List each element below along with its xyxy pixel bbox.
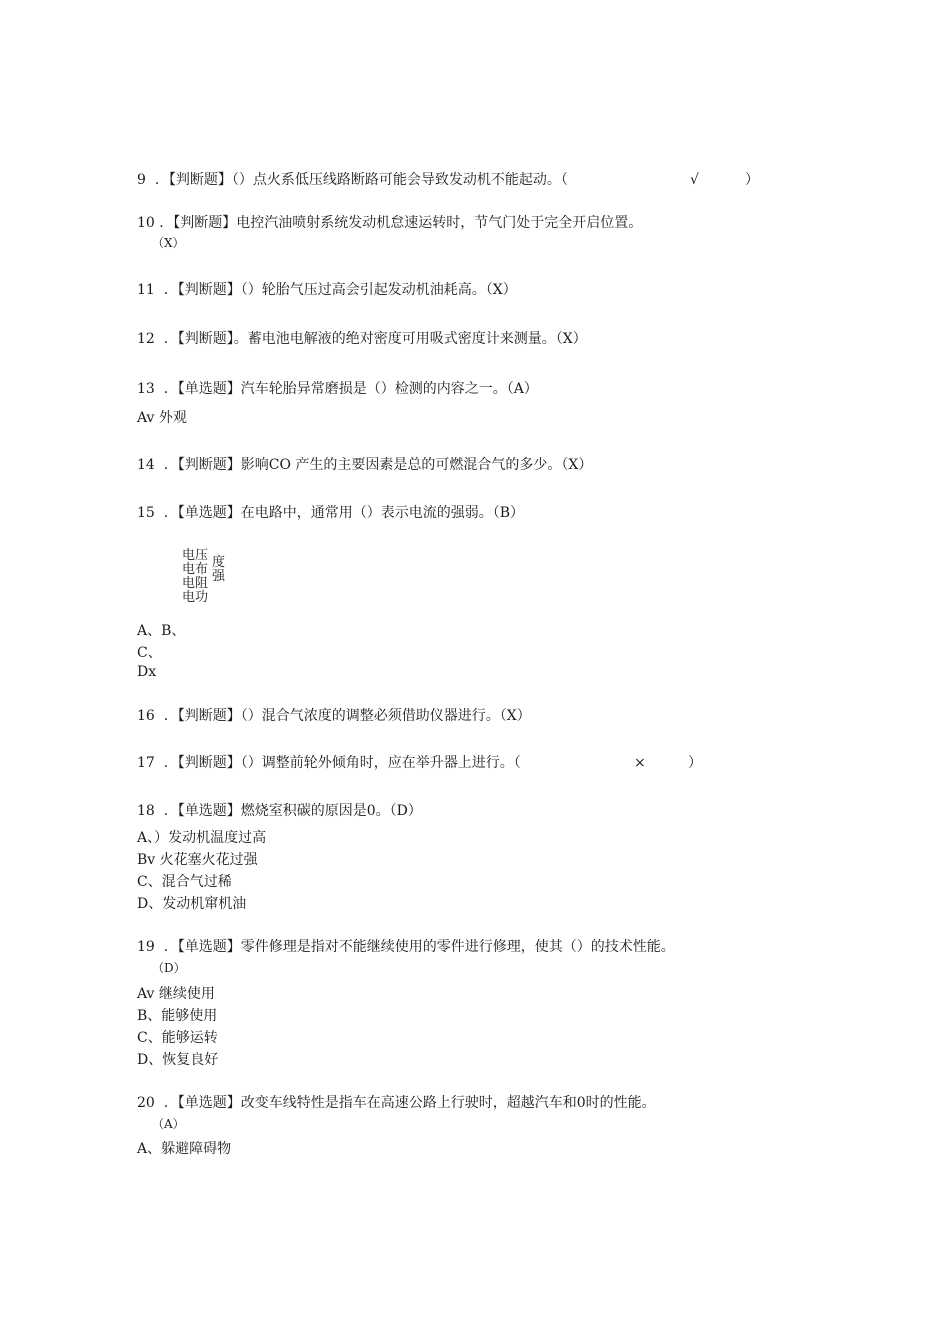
- question-number: 14: [137, 457, 155, 473]
- stack-item: 强: [212, 569, 226, 584]
- option-b: B、能够使用: [137, 1008, 218, 1024]
- question-15: [137, 504, 524, 522]
- question-number: 19: [137, 939, 155, 955]
- question-19: [137, 938, 675, 956]
- option-b: Bv 火花塞火花过强: [137, 852, 258, 868]
- question-text: 影响CO 产生的主要因素是总的可燃混合气的多少。（X）: [240, 457, 593, 473]
- answer-close: ）: [745, 172, 759, 188]
- question-number: 13: [137, 381, 155, 397]
- question-type: ．【单选题】: [163, 803, 241, 819]
- question-14: [137, 456, 592, 474]
- question-number: 17: [137, 755, 155, 771]
- option-a: A、）发动机温度过高: [137, 830, 267, 846]
- question-type: ．【单选题】: [163, 381, 241, 397]
- question-text: 电控汽油喷射系统发动机怠速运转时，节气门处于完全开启位置。: [236, 215, 643, 231]
- stack-item: 电阻: [182, 576, 209, 591]
- stack-item: 度: [212, 555, 226, 570]
- question-answer: （X）: [152, 236, 185, 250]
- question-number: 15: [137, 505, 155, 521]
- question-type: ．【判断题】: [163, 708, 241, 724]
- question-number: 16: [137, 708, 155, 724]
- question-12: [137, 330, 587, 348]
- question-number: 9: [137, 172, 146, 188]
- option-line: A、B、: [137, 623, 186, 639]
- question-number: 11: [137, 282, 155, 298]
- question-type: ．【判断题】: [154, 172, 232, 188]
- question-text: （）轮胎气压过高会引起发动机油耗高。（X）: [240, 282, 517, 298]
- answer-mark: ×: [634, 755, 646, 771]
- question-type: ．【判断题】: [163, 331, 234, 347]
- question-type: ．【判断题】: [159, 215, 237, 231]
- question-text: 零件修理是指对不能继续使用的零件进行修理，使其（）的技术性能。: [240, 939, 675, 955]
- question-text: （）点火系低压线路断路可能会导致发动机不能起动。（: [231, 172, 568, 188]
- option-c: C、混合气过稀: [137, 874, 232, 890]
- question-text: 燃烧室积碳的原因是0。（D）: [240, 803, 422, 819]
- question-11: [137, 281, 517, 299]
- question-text: 在电路中，通常用（）表示电流的强弱。（B）: [240, 505, 525, 521]
- option-d: D、发动机窜机油: [137, 896, 247, 912]
- question-text: 汽车轮胎异常磨损是（）检测的内容之一。（A）: [240, 381, 538, 397]
- question-type: ．【判断题】: [163, 755, 241, 771]
- question-text: 改变车线特性是指车在高速公路上行驶时，超越汽车和0时的性能。: [240, 1095, 656, 1111]
- question-text: 。蓄电池电解液的绝对密度可用吸式密度计来测量。（X）: [233, 331, 587, 347]
- option-a: A、躲避障碍物: [137, 1141, 232, 1157]
- option-a: Av 外观: [137, 410, 187, 426]
- question-type: ．【单选题】: [163, 505, 241, 521]
- question-18: [137, 802, 422, 820]
- question-type: ．【判断题】: [163, 457, 241, 473]
- stack-item: 电压: [182, 548, 209, 563]
- option-a: Av 继续使用: [137, 986, 215, 1002]
- stacked-options-right: [212, 556, 225, 584]
- answer-close: ）: [688, 755, 702, 771]
- option-line: Dx: [137, 664, 157, 680]
- stack-item: 电布: [182, 562, 209, 577]
- question-text: （）混合气浓度的调整必须借助仪器进行。（X）: [240, 708, 531, 724]
- question-9: [137, 171, 568, 189]
- question-16: [137, 707, 531, 725]
- question-10: [137, 214, 642, 232]
- question-number: 12: [137, 331, 155, 347]
- question-type: ．【单选题】: [163, 939, 241, 955]
- question-17: [137, 754, 521, 772]
- option-line: C、: [137, 645, 162, 661]
- question-number: 10: [137, 215, 155, 231]
- stacked-options-left: [182, 549, 208, 605]
- question-answer: （A）: [152, 1117, 185, 1131]
- question-13: [137, 380, 538, 398]
- option-c: C、能够运转: [137, 1030, 218, 1046]
- answer-mark: √: [690, 172, 699, 188]
- question-number: 18: [137, 803, 155, 819]
- question-type: ．【判断题】: [163, 282, 241, 298]
- option-d: D、恢复良好: [137, 1052, 219, 1068]
- question-20: [137, 1094, 656, 1112]
- question-type: ．【单选题】: [163, 1095, 241, 1111]
- question-answer: （D）: [152, 961, 186, 975]
- question-number: 20: [137, 1095, 155, 1111]
- stack-item: 电功: [182, 590, 209, 605]
- question-text: （）调整前轮外倾角时，应在举升器上进行。（: [240, 755, 521, 771]
